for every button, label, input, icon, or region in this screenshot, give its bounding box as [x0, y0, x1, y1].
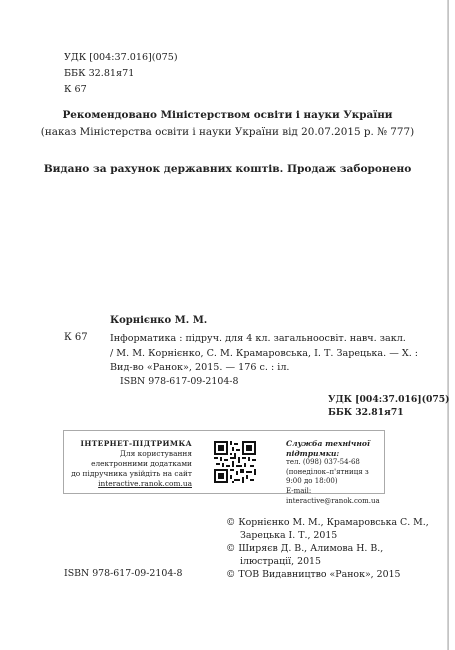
tech-support-hours: (понеділок–п'ятниця з 9:00 до 18:00): [286, 467, 369, 486]
catalog-code: К 67: [64, 332, 88, 343]
internet-support-box: [63, 430, 385, 505]
copyright-line: © Ширяєв Д. В., Алимова Н. В.,: [226, 543, 384, 554]
author-mark: К 67: [64, 84, 87, 95]
annotation-line: Вид-во «Ранок», 2015. — 176 с. : іл.: [110, 362, 290, 373]
tech-support-title: Служба технічної підтримки:: [286, 439, 370, 458]
tech-support-info: [286, 439, 386, 506]
catalog-annotation: [110, 332, 420, 376]
copyright-line: © Корнієнко М. М., Крамаровська С. М.,: [226, 517, 429, 528]
annotation-line: Інформатика : підруч. для 4 кл. загальноосвіт. навч. закл.: [110, 333, 406, 344]
tech-support-email[interactable]: E-mail: interactive@ranok.com.ua: [286, 486, 380, 505]
internet-support-text: до підручника увійдіть на сайт: [71, 469, 192, 478]
page-edge: [447, 0, 449, 650]
bbk-code: ББК 32.81я71: [64, 68, 135, 79]
recommendation-title: Рекомендовано Міністерством освіти і науки України: [62, 109, 393, 121]
internet-support-title: ІНТЕРНЕТ-ПІДТРИМКА: [80, 439, 192, 448]
classification-bottom: [328, 394, 449, 419]
copyright-line: Зарецька І. Т., 2015: [240, 530, 338, 541]
copyright-line: ілюстрації, 2015: [240, 556, 321, 567]
classification-block: [64, 50, 178, 98]
bottom-isbn: ISBN 978-617-09-2104-8: [64, 568, 183, 579]
internet-support-text: Для користування: [119, 449, 192, 458]
recommendation-block: [0, 107, 455, 141]
internet-support-text: електронними додатками: [91, 459, 192, 468]
support-site-link[interactable]: interactive.ranok.com.ua: [98, 479, 192, 488]
catalog-isbn: ISBN 978-617-09-2104-8: [120, 376, 239, 387]
catalog-author: Корнієнко М. М.: [110, 315, 208, 326]
bbk-code: ББК 32.81я71: [328, 406, 404, 418]
tech-support-phone: тел. (098) 037-54-68: [286, 458, 360, 467]
copyright-line: © ТОВ Видавництво «Ранок», 2015: [226, 569, 401, 580]
udk-code: УДК [004:37.016](075): [64, 52, 178, 63]
udk-code: УДК [004:37.016](075): [328, 394, 450, 405]
annotation-line: / М. М. Корнієнко, С. М. Крамаровська, І. Т. Зарецька. — Х. :: [110, 347, 419, 359]
qr-code-icon: [214, 441, 256, 483]
recommendation-order: (наказ Міністерства освіти і науки України від 20.07.2015 р. № 777): [40, 126, 415, 138]
funding-note: Видано за рахунок державних коштів. Продаж заборонено: [43, 163, 412, 175]
internet-support-info: [64, 439, 192, 489]
copyright-block: [226, 516, 429, 581]
